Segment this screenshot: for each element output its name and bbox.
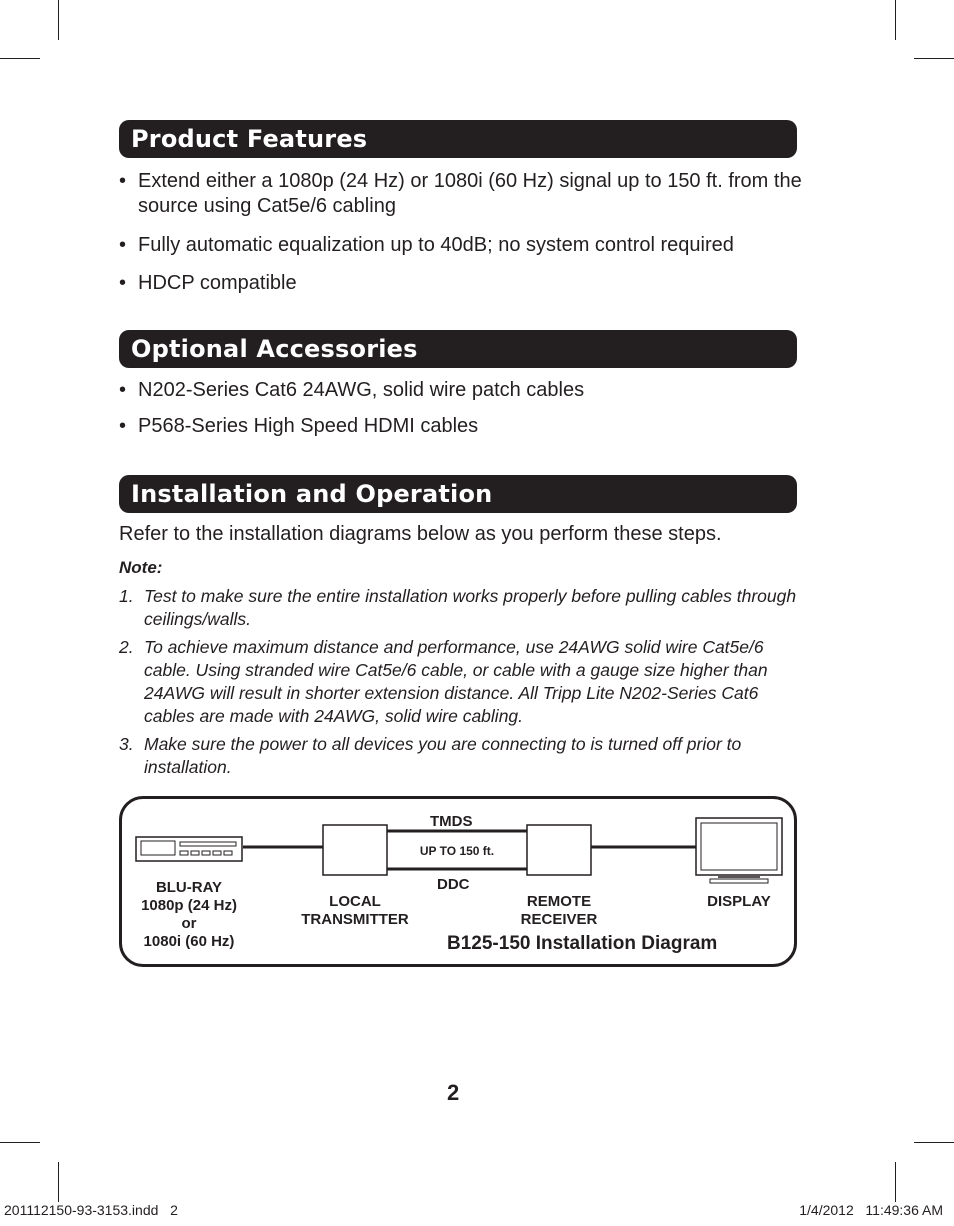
list-item bbox=[119, 636, 809, 728]
source-line: 1080p (24 Hz) bbox=[141, 897, 237, 914]
crop-mark bbox=[58, 0, 59, 40]
tmds-label: TMDS bbox=[430, 813, 473, 830]
source-line: 1080i (60 Hz) bbox=[143, 933, 235, 950]
note-number: 2. bbox=[119, 637, 134, 657]
crop-mark bbox=[0, 1142, 40, 1143]
blu-ray-label bbox=[122, 879, 256, 951]
installation-diagram bbox=[119, 796, 797, 967]
note-text: Test to make sure the entire installation works properly before pulling cables through ceilings/walls. bbox=[144, 586, 797, 629]
installation-heading: Installation and Operation bbox=[119, 475, 797, 513]
transmitter-line: TRANSMITTER bbox=[301, 911, 409, 928]
list-item: • P568-Series High Speed HDMI cables bbox=[119, 414, 809, 439]
note-label: Note: bbox=[119, 558, 163, 577]
list-item bbox=[119, 585, 809, 631]
slug-timestamp: 1/4/2012 11:49:36 AM bbox=[799, 1202, 943, 1218]
note-text: Make sure the power to all devices you are connecting to is turned off prior to installation. bbox=[144, 734, 742, 777]
display-label: DISPLAY bbox=[707, 893, 771, 910]
list-item: • Fully automatic equalization up to 40dB; no system control required bbox=[119, 233, 809, 258]
installation-intro: Refer to the installation diagrams below as you perform these steps. bbox=[119, 523, 722, 545]
product-features-list bbox=[119, 169, 809, 296]
crop-mark bbox=[0, 58, 40, 59]
source-line: or bbox=[181, 915, 197, 932]
source-line: BLU-RAY bbox=[155, 879, 223, 896]
remote-receiver-icon bbox=[527, 825, 591, 875]
note-number: 3. bbox=[119, 734, 134, 754]
product-features-heading: Product Features bbox=[119, 120, 797, 158]
diagram-title: B125-150 Installation Diagram bbox=[447, 933, 718, 954]
optional-accessories-heading: Optional Accessories bbox=[119, 330, 797, 368]
note-number: 1. bbox=[119, 586, 134, 606]
list-item: • HDCP compatible bbox=[119, 271, 809, 296]
receiver-line: RECEIVER bbox=[520, 911, 598, 928]
list-item bbox=[119, 733, 809, 779]
distance-label: UP TO 150 ft. bbox=[419, 844, 495, 858]
transmitter-line: LOCAL bbox=[329, 893, 381, 910]
display-icon bbox=[696, 818, 782, 883]
local-transmitter-label bbox=[290, 893, 420, 929]
optional-accessories-list bbox=[119, 378, 809, 439]
crop-mark bbox=[895, 1162, 896, 1202]
page-number: 2 bbox=[447, 1080, 460, 1105]
crop-mark bbox=[895, 0, 896, 40]
slug-file: 201112150-93-3153.indd 2 bbox=[4, 1202, 178, 1218]
receiver-line: REMOTE bbox=[526, 893, 592, 910]
remote-receiver-label bbox=[494, 893, 624, 929]
crop-mark bbox=[914, 58, 954, 59]
blu-ray-player-icon bbox=[136, 837, 242, 861]
note-text: To achieve maximum distance and performance, use 24AWG solid wire Cat5e/6 cable. Using stranded wire Cat5e/6 cable, or cable with a gauge size higher than 24AWG will result in shorter extension distance. All Tripp Lite N202-Series Cat6 cables are made with 24AWG, solid wire cabling. bbox=[144, 637, 768, 726]
crop-mark bbox=[58, 1162, 59, 1202]
notes-list bbox=[119, 585, 809, 784]
list-item: • Extend either a 1080p (24 Hz) or 1080i (60 Hz) signal up to 150 ft. from the source using Cat5e/6 cabling bbox=[119, 169, 809, 219]
ddc-label: DDC bbox=[437, 876, 470, 893]
local-transmitter-icon bbox=[323, 825, 387, 875]
crop-mark bbox=[914, 1142, 954, 1143]
list-item: • N202-Series Cat6 24AWG, solid wire patch cables bbox=[119, 378, 809, 403]
